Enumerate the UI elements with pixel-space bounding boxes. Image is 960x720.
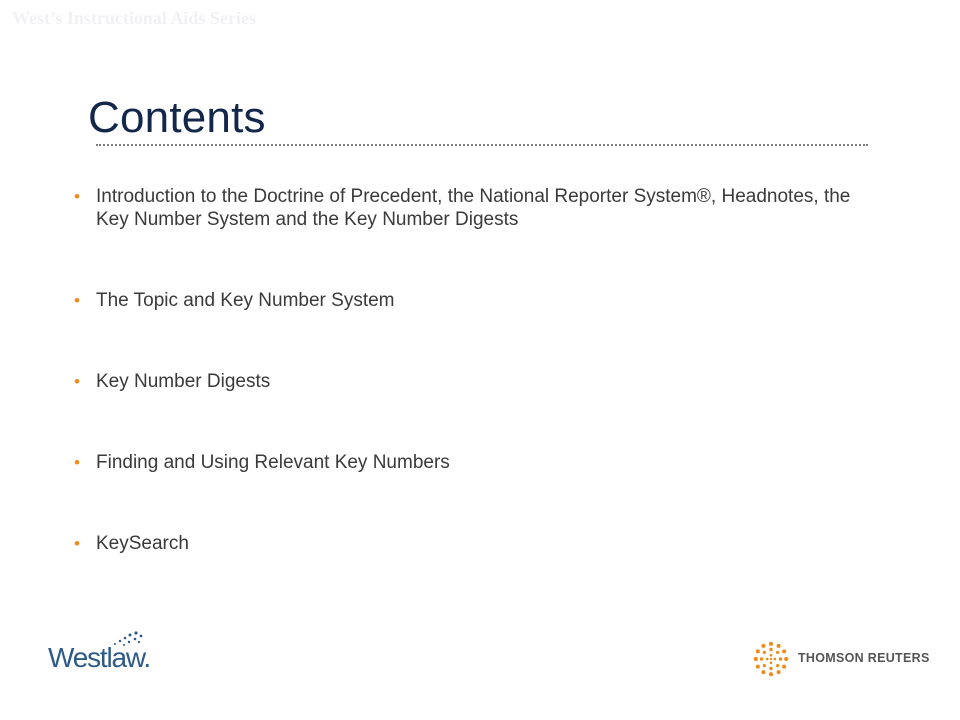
- list-item: [74, 532, 854, 555]
- list-item: [74, 185, 854, 231]
- thomson-reuters-logo: [752, 640, 932, 680]
- orange-dot-icon: •: [74, 291, 80, 310]
- list-item-text: Introduction to the Doctrine of Precedent, the National Reporter System®, Headnotes, the Key Number System and the Key Number Digests: [96, 186, 851, 230]
- westlaw-wordmark: Westlaw.: [48, 642, 150, 673]
- orange-dot-icon: •: [74, 534, 80, 553]
- list-item: [74, 451, 854, 474]
- list-item-text: Finding and Using Relevant Key Numbers: [96, 452, 450, 473]
- thomson-reuters-wordmark: THOMSON REUTERS: [798, 651, 930, 665]
- list-item: [74, 289, 854, 312]
- list-item: [74, 370, 854, 393]
- series-header: West’s Instructional Aids Series: [12, 8, 256, 28]
- list-item-text: Key Number Digests: [96, 371, 271, 392]
- contents-list: [74, 185, 854, 613]
- list-item-text: The Topic and Key Number System: [96, 290, 395, 311]
- orange-dot-icon: •: [74, 372, 80, 391]
- westlaw-logo: [48, 630, 158, 674]
- list-item-text: KeySearch: [96, 533, 189, 554]
- orange-dot-icon: •: [74, 187, 80, 206]
- page-title: Contents: [88, 93, 266, 142]
- orange-dot-icon: •: [74, 453, 80, 472]
- title-dotted-divider: [96, 144, 868, 146]
- thomson-reuters-sphere-icon: [752, 640, 790, 678]
